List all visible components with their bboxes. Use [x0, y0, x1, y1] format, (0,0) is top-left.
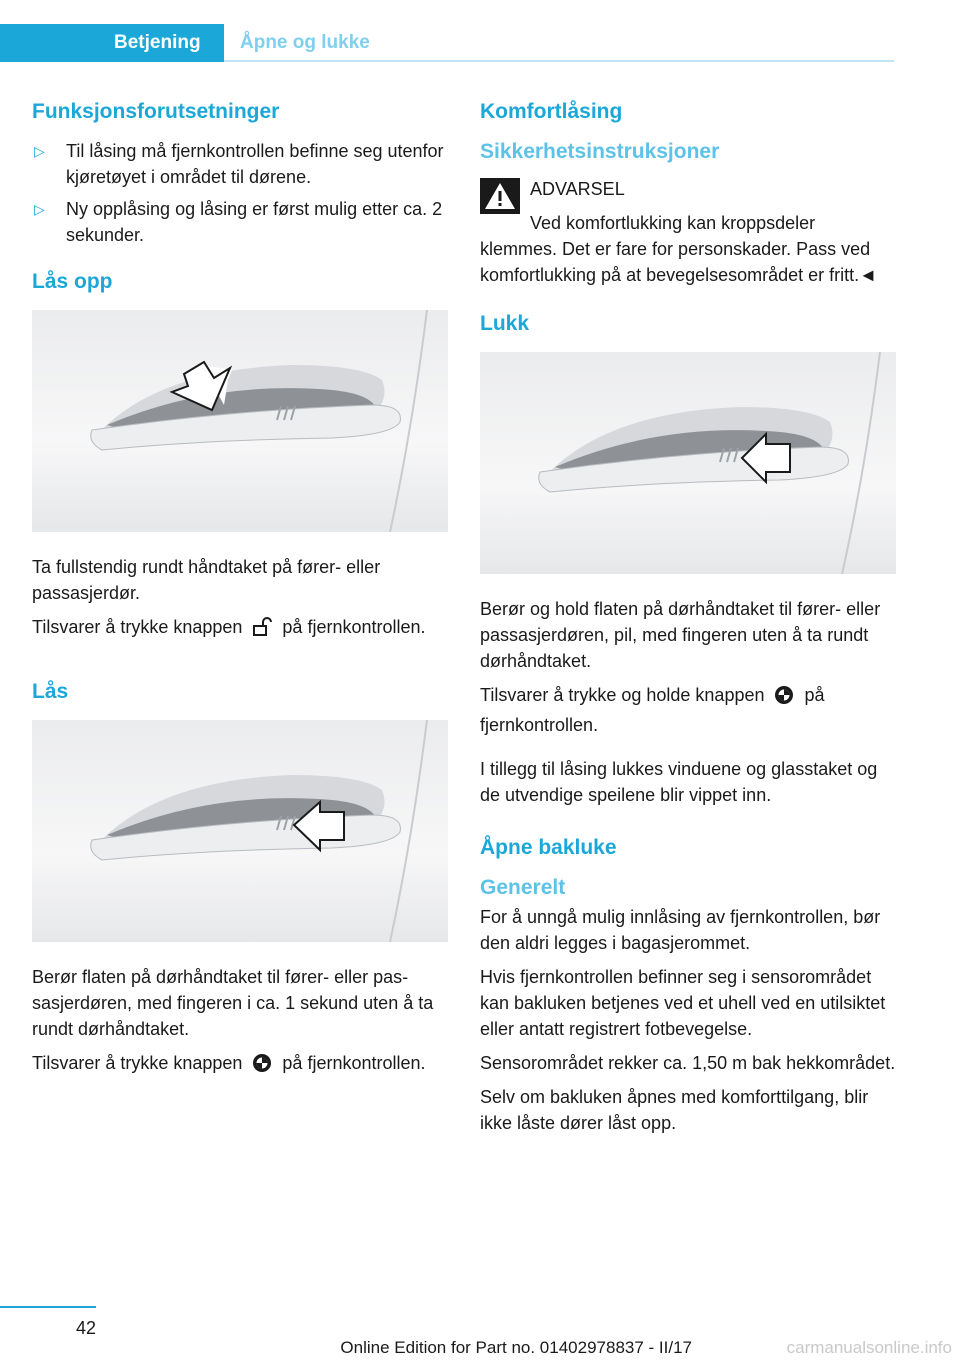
door-handle-close-image	[480, 352, 896, 574]
prereq-heading: Funksjonsforutsetninger	[32, 100, 280, 123]
general-text-4: Selv om bakluken åpnes med komforttilgang, blir ikke låste dører låst opp.	[480, 1087, 869, 1133]
close-text: Berør og hold flaten på dørhåndtaket til fører- eller passasjerdøren, pil, med fingeren uten å ta rundt dørhåndtaket.	[480, 599, 881, 671]
bmw-lock-button-icon	[774, 685, 794, 712]
general-heading: Generelt	[480, 876, 566, 899]
lock-remote-text: Tilsvarer å trykke knappen på fjernkontrollen.	[32, 1050, 448, 1080]
edition-note: Online Edition for Part no. 01402978837 - II/17	[340, 1338, 692, 1357]
footer-rule	[0, 1306, 96, 1308]
warning-triangle-icon	[480, 178, 520, 219]
left-column	[32, 98, 448, 1088]
close-extra-text: I tillegg til låsing lukkes vinduene og glasstaket og de utvendige speilene blir vippet inn.	[480, 759, 878, 805]
warning-title: ADVARSEL	[530, 179, 625, 199]
section-label: Åpne og lukke	[240, 32, 370, 53]
prereq-list	[32, 138, 448, 248]
triangle-bullet-icon: ▷	[34, 143, 45, 159]
list-item: ▷ Ny opplåsing og låsing er først mulig etter ca. 2 sekunder.	[32, 196, 448, 248]
page-header	[0, 0, 960, 64]
lock-heading: Lås	[32, 680, 69, 703]
unlock-text: Ta fullstendig rundt håndtaket på fører- eller passasjerdør.	[32, 557, 381, 603]
lock-text: Berør flaten på dørhåndtaket til fører- eller passasjerdøren, med fingeren i ca. 1 sekund uten å ta rundt dørhåndtaket.	[32, 967, 434, 1039]
general-text-2: Hvis fjernkontrollen befinner seg i sensorområdet kan bakluken betjenes ved et uhell ved en utilsiktet eller antatt registrert fotbevegelse.	[480, 967, 886, 1039]
comfort-heading: Komfortlåsing	[480, 100, 623, 123]
list-item: ▷ Til låsing må fjernkontrollen befinne seg utenfor kjøretøyet i området til dørene.	[32, 138, 448, 190]
header-rule	[224, 60, 894, 62]
door-handle-lock-image	[32, 720, 448, 942]
tailgate-heading: Åpne bakluke	[480, 836, 617, 859]
safety-heading: Sikkerhetsinstruksjoner	[480, 140, 720, 163]
bmw-lock-button-icon	[252, 1053, 272, 1080]
door-handle-unlock-image	[32, 310, 448, 532]
general-text-3: Sensorområdet rekker ca. 1,50 m bak hekkområdet.	[480, 1053, 896, 1073]
page-number: 42	[75, 1318, 96, 1338]
close-remote-text: Tilsvarer å trykke og holde knappen på fjernkontrollen.	[480, 685, 825, 735]
general-text-1: For å unngå mulig innlåsing av fjernkontrollen, bør den aldri legges i bagasjerommet.	[480, 907, 881, 953]
warning-text: Ved komfortlukking kan kroppsdeler klemmes. Det er fare for personskader. Pass ved komfortlukking på at bevegelsesområdet er fritt.◄	[480, 213, 877, 285]
unlock-button-icon	[252, 617, 272, 644]
close-heading: Lukk	[480, 312, 530, 335]
warning-block	[480, 176, 896, 288]
right-column	[480, 98, 896, 1144]
watermark-site: carmanualsonline.info	[786, 1338, 952, 1357]
chapter-tab: Betjening	[0, 24, 224, 62]
unlock-heading: Lås opp	[32, 270, 113, 293]
unlock-remote-text: Tilsvarer å trykke knappen på fjernkontrollen.	[32, 614, 448, 644]
triangle-bullet-icon: ▷	[34, 201, 45, 217]
